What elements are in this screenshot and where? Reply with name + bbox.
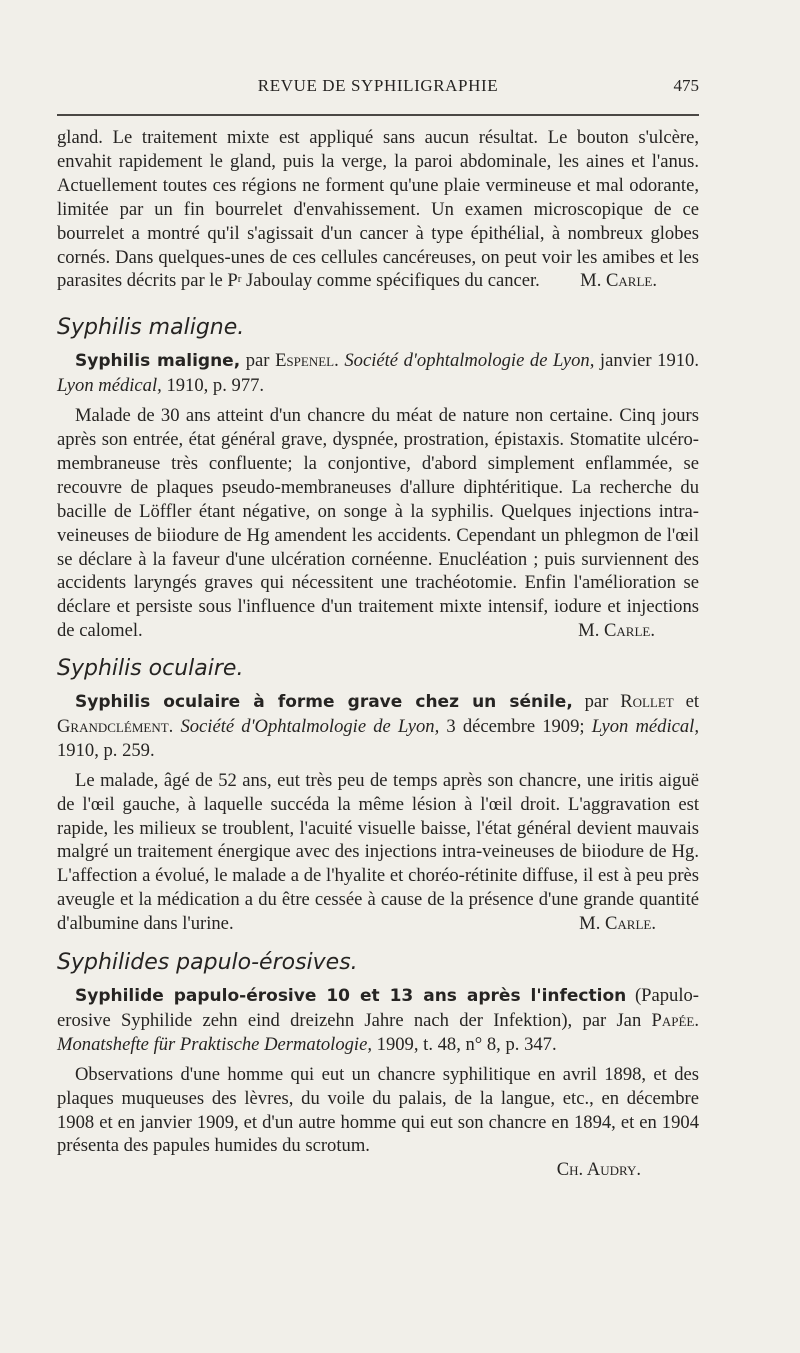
entry-title: Syphilis oculaire à forme grave chez un sénile,	[75, 692, 573, 713]
source: Société d'Ophtalmologie de Lyon,	[180, 715, 440, 737]
page-number: 475	[673, 76, 699, 95]
date: janvier 1910.	[594, 350, 699, 372]
entry-body	[57, 769, 699, 936]
ref-text: par	[240, 350, 276, 372]
entry-body: Observations d'une homme qui eut un chancre syphilitique en avril 1898, et des plaques muqueuses des lèvres, du voile du palais, de la langue, etc., en décembre 1908 et en janvier 1909, et d'un autre homme qui eut son chancre en 1894, et en 1904 présenta des papules humides du scrotum.	[57, 1063, 699, 1157]
subtitle: (Papulo-erosive Syphilide zehn eind dreizehn Jahre nach der Infektion), par Jan	[57, 985, 699, 1031]
continued-paragraph	[57, 126, 699, 293]
ref-text: et	[673, 691, 699, 713]
section-heading-syphilides: Syphilides papulo-érosives.	[57, 950, 358, 976]
header-rule	[57, 114, 699, 116]
author: Grandclément	[57, 715, 169, 737]
author: Papée	[651, 1009, 695, 1031]
running-title: REVUE DE SYPHILIGRAPHIE	[257, 76, 499, 95]
section-heading-syphilis-oculaire: Syphilis oculaire.	[57, 656, 244, 682]
source: Société d'ophtalmologie de Lyon,	[344, 350, 595, 372]
entry-title: Syphilis maligne,	[75, 351, 241, 372]
reference: 1910, p. 259.	[57, 739, 155, 761]
reference: 1909, t. 48, n° 8, p. 347.	[372, 1033, 557, 1055]
professor-abbrev-sup: r	[237, 273, 242, 286]
body-text: Le malade, âgé de 52 ans, eut très peu de temps après son chancre, une iritis aiguë de l'œil gauche, à laquelle succéda la même lésion à l'œil droit. L'aggravation est rapide, les milieux se troublent, l'acuité visuelle baisse, l'état général devient mauvais malgré un traitement énergique avec des injections intra-veineuses de biiodure de Hg. L'affection a évolué, le malade a de l'hyalite et choréo-rétinite diffuse, il est à peu près aveugle et la médication a du être cessée à cause de la présence d'une grande quantité d'albumine dans l'urine.	[57, 769, 699, 935]
professor-abbrev: P	[227, 270, 238, 292]
entry-reference: Syphilis oculaire à forme grave chez un sénile, par Rollet et Grandclément. Société d'Ophtalmologie de Lyon, 3 décembre 1909; Lyon médical, 1910, p. 259.	[57, 691, 700, 761]
date: 3 décembre 1909;	[439, 715, 592, 737]
journal: Lyon médical,	[591, 715, 700, 737]
author: Espenel	[275, 350, 335, 372]
signature: Ch. Audry.	[556, 1159, 641, 1181]
page-body	[57, 126, 699, 1182]
signature: M. Carle.	[579, 913, 656, 935]
entry-body	[57, 404, 699, 643]
entry-title: Syphilide papulo-érosive 10 et 13 ans après l'infection	[75, 986, 627, 1006]
journal: Monatshefte für Praktische Dermatologie,	[57, 1033, 373, 1055]
signature: M. Carle.	[580, 270, 657, 292]
signature: M. Carle.	[578, 620, 655, 642]
paragraph-text: gland. Le traitement mixte est appliqué sans aucun résultat. Le bouton s'ulcère, envahit rapidement le gland, puis la verge, la paroi abdominale, les aines et l'anus. Actuellement toutes ces régions ne forment qu'une plaie vermineuse et mal odorante, limitée par un fin bourrelet d'envahissement. Un examen microscopique de ce bourrelet a montré qu'il s'agissait d'un cancer à type épithélial, à nombreux globes cornés. Dans quelques-unes de ces cellules cancéreuses, on peut voir les amibes et les parasites décrits par le	[57, 127, 699, 292]
page-header	[57, 76, 699, 100]
reference: 1910, p. 977.	[161, 375, 265, 397]
body-text: Malade de 30 ans atteint d'un chancre du méat de nature non certaine. Cinq jours après son entrée, état général grave, dyspnée, prostration, épistaxis. Stomatite ulcéro-membraneuse très confluente; la conjontive, d'abord simplement enflammée, se recouvre de plaques pseudo-membraneuses d'allure diphtéritique. La recherche du bacille de Löffler étant négative, on songe à la syphilis. Quelques injections intra-veineuses de biiodure de Hg amendent les accidents. Cependant un phlegmon de l'œil se déclare à la faveur d'une ulcération cornéenne. Enucléation ; puis surviennent des accidents laryngés graves qui nécessitent une trachéotomie. Enfin l'amélioration se déclare et persiste sous l'influence d'un traitement mixte intensif, iodure et injections de calomel.	[57, 405, 699, 642]
entry-reference: Syphilis maligne, par Espenel. Société d'ophtalmologie de Lyon, janvier 1910. Lyon médical, 1910, p. 977.	[57, 350, 699, 397]
ref-text: par	[572, 691, 621, 713]
entry-reference: Syphilide papulo-érosive 10 et 13 ans après l'infection (Papulo-erosive Syphilide zehn eind dreizehn Jahre nach der Infektion), par Jan Papée. Monatshefte für Praktische Dermatologie, 1909, t. 48, n° 8, p. 347.	[57, 985, 699, 1055]
section-heading-syphilis-maligne: Syphilis maligne.	[57, 315, 245, 341]
paragraph-text-end: Jaboulay comme spécifiques du cancer.	[241, 270, 540, 292]
journal: Lyon médical,	[57, 375, 162, 397]
author: Rollet	[620, 691, 674, 713]
